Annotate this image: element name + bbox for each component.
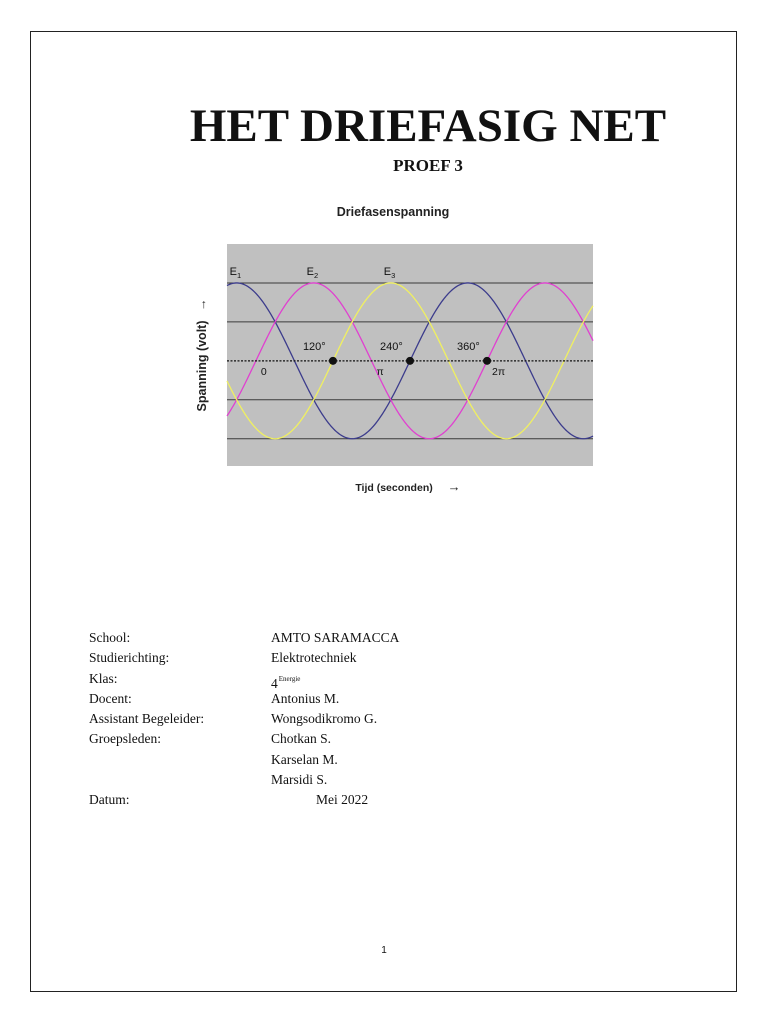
x-axis-arrow: →: [447, 479, 461, 494]
angle-marker-label: 120°: [302, 340, 326, 353]
info-row-docent: [89, 689, 399, 709]
info-value: Antonius M.: [271, 690, 340, 706]
info-value: Wongsodikromo G.: [271, 711, 378, 727]
y-axis-label: [195, 299, 209, 412]
info-label: [89, 770, 271, 790]
info-value: Mei 2022: [316, 792, 369, 808]
x-tick-label: π: [376, 365, 384, 378]
info-label: [89, 750, 271, 770]
info-value: Karselan M.: [271, 751, 338, 767]
info-table: [89, 628, 399, 811]
three-phase-chart: [178, 196, 604, 506]
info-row-school: [89, 628, 399, 648]
info-row-member-3: [89, 770, 399, 790]
x-tick-label: 2π: [492, 365, 506, 378]
document-title: HET DRIEFASIG NET: [189, 100, 667, 152]
info-row-assistant: [89, 709, 399, 729]
chart-title: Driefasenspanning: [336, 205, 450, 219]
angle-marker-label: 240°: [380, 340, 403, 353]
klas-superscript: Energie: [278, 674, 301, 683]
info-label: Groepsleden:: [89, 731, 161, 747]
plot-area: [227, 244, 593, 466]
series-label-subscript: 3: [391, 270, 396, 280]
page-number: 1: [381, 945, 387, 956]
info-row-datum: [89, 790, 399, 810]
info-row-studierichting: [89, 648, 399, 668]
info-row-groepsleden: [89, 729, 399, 749]
klas-number: 4: [271, 675, 278, 691]
info-value: [271, 669, 300, 689]
info-label: Klas:: [89, 670, 118, 686]
info-label: Assistant Begeleider:: [89, 711, 205, 727]
chart-svg: [178, 196, 604, 506]
angle-marker-dot: [406, 357, 414, 365]
series-label-subscript: 1: [236, 270, 242, 280]
info-row-member-2: [89, 750, 399, 770]
document-subtitle: PROEF 3: [393, 156, 463, 175]
y-axis-label-text: Spanning (volt): [195, 320, 209, 412]
x-axis-label: [355, 479, 460, 494]
angle-marker-dot: [483, 357, 491, 365]
info-value: Chotkan S.: [271, 731, 332, 747]
series-label-e2: $E_2$: [306, 265, 319, 280]
info-label: Docent:: [89, 690, 132, 706]
info-value: Marsidi S.: [271, 772, 328, 788]
angle-marker-dot: [329, 357, 337, 365]
x-axis-label-text: Tijd (seconden): [355, 482, 433, 494]
series-label-subscript: 2: [314, 270, 319, 280]
info-value: Elektrotechniek: [271, 650, 357, 666]
series-label-e3: $E_3$: [383, 265, 396, 280]
info-row-klas: [89, 669, 399, 689]
x-tick-label: 0: [260, 365, 267, 378]
info-value: AMTO SARAMACCA: [271, 630, 400, 645]
y-axis-arrow: →: [195, 298, 209, 312]
angle-marker-label: 360°: [457, 340, 480, 353]
info-label: Datum:: [89, 792, 130, 808]
series-label-e1: $E_1$: [229, 265, 242, 280]
info-label: Studierichting:: [89, 650, 170, 666]
info-label: School:: [89, 630, 131, 645]
